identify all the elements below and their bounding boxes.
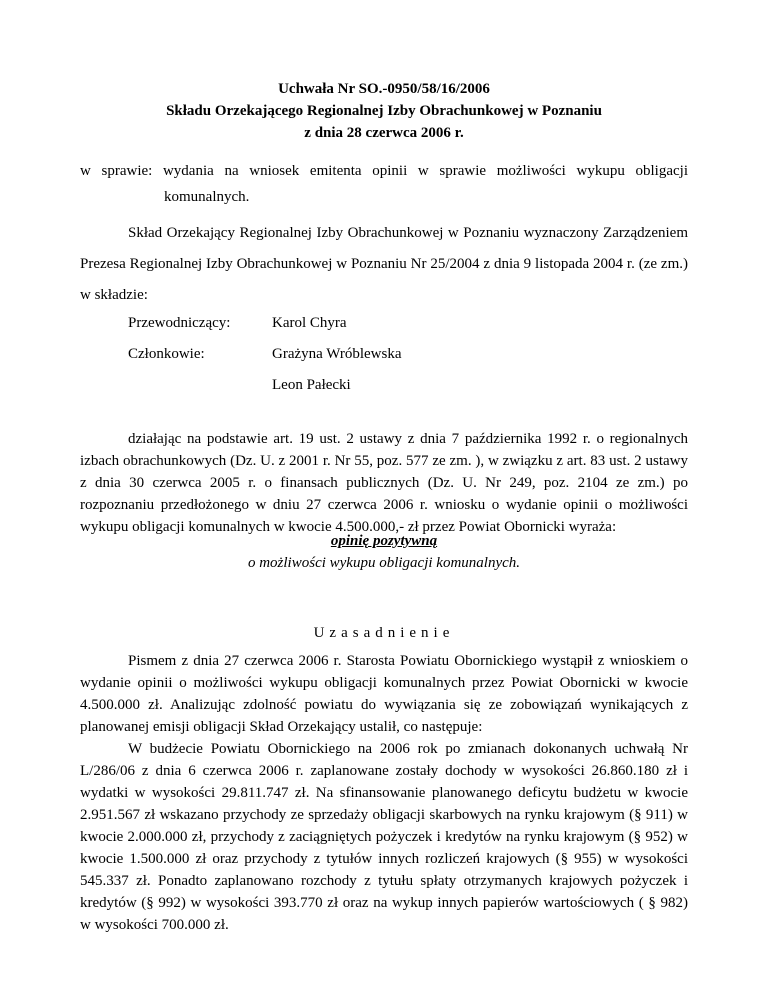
member-name-1: Grażyna Wróblewska xyxy=(272,346,402,362)
legal-basis-paragraph: działając na podstawie art. 19 ust. 2 ustawy z dnia 7 października 1992 r. o regionalnych izbach obrachunkowych (Dz. U. z 2001 r. Nr 55, poz. 577 ze zm. ), w związku z art. 83 ust. 2 ustawy z dnia 30 czerwca 2005 r. o finansach publicznych (Dz. U. Nr 249, poz. 2104 ze zm.) po rozpoznaniu przedłożonego w dniu 27 czerwca 2006 r. wniosku o wydanie opinii o możliwości wykupu obligacji komunalnych w kwocie 4.500.000,- zł przez Powiat Obornicki wyraża: xyxy=(80,431,688,535)
resolution-number: Uchwała Nr SO.-0950/58/16/2006 xyxy=(278,81,490,97)
member-name-2: Leon Pałecki xyxy=(272,377,351,393)
resolution-subject xyxy=(80,158,688,210)
opinion-statement xyxy=(80,530,688,574)
resolution-header xyxy=(80,78,688,144)
subject-line-1: w sprawie: wydania na wniosek emitenta opinii w sprawie możliwości wykupu obligacji xyxy=(80,163,688,179)
justification-paragraph-1: Pismem z dnia 27 czerwca 2006 r. Starosta Powiatu Obornickiego wystąpił z wnioskiem o wydanie opinii o możliwości wykupu obligacji komunalnych przez Powiat Obornicki w kwocie 4.500.000 zł. Analizując zdolność powiatu do wywiązania się ze zobowiązań wynikających z planowanej emisji obligacji Skład Orzekający ustalił, co następuje: xyxy=(80,653,688,735)
issuing-body: Składu Orzekającego Regionalnej Izby Obrachunkowej w Poznaniu xyxy=(166,103,602,119)
members-label: Członkowie: xyxy=(128,346,205,362)
composition-paragraph: Skład Orzekający Regionalnej Izby Obrachunkowej w Poznaniu wyznaczony Zarządzeniem Prezesa Regionalnej Izby Obrachunkowej w Poznaniu Nr 25/2004 z dnia 9 listopada 2004 r. (ze zm.) w składzie: xyxy=(80,225,688,303)
chair-name: Karol Chyra xyxy=(272,315,347,331)
justification-body xyxy=(80,650,688,936)
justification-paragraph-2: W budżecie Powiatu Obornickiego na 2006 rok po zmianach dokonanych uchwałą Nr L/286/06 z dnia 6 czerwca 2006 r. zaplanowane zostały dochody w wysokości 26.860.180 zł i wydatki w wysokości 29.811.747 zł. Na sfinansowanie planowanego deficytu budżetu w kwocie 2.951.567 zł wskazano przychody ze sprzedaży obligacji skarbowych na rynku krajowym (§ 911) w kwocie 2.000.000 zł, przychody z zaciągniętych pożyczek i kredytów na rynku krajowym (§ 952) w kwocie 1.500.000 zł oraz przychody z tytułów innych rozliczeń krajowych (§ 955) w wysokości 545.337 zł. Ponadto zaplanowano rozchody z tytułu spłaty otrzymanych krajowych pożyczek i kredytów (§ 992) w wysokości 393.770 zł oraz na wykup innych papierów wartościowych ( § 982) w wysokości 700.000 zł. xyxy=(80,741,688,933)
opinion-verdict: opinię pozytywną xyxy=(330,533,438,549)
subject-line-2: komunalnych. xyxy=(164,189,250,205)
chair-label: Przewodniczący: xyxy=(128,315,231,331)
resolution-date: z dnia 28 czerwca 2006 r. xyxy=(304,125,464,141)
justification-heading: Uzasadnienie xyxy=(313,625,455,641)
opinion-subject: o możliwości wykupu obligacji komunalnych. xyxy=(247,555,521,571)
